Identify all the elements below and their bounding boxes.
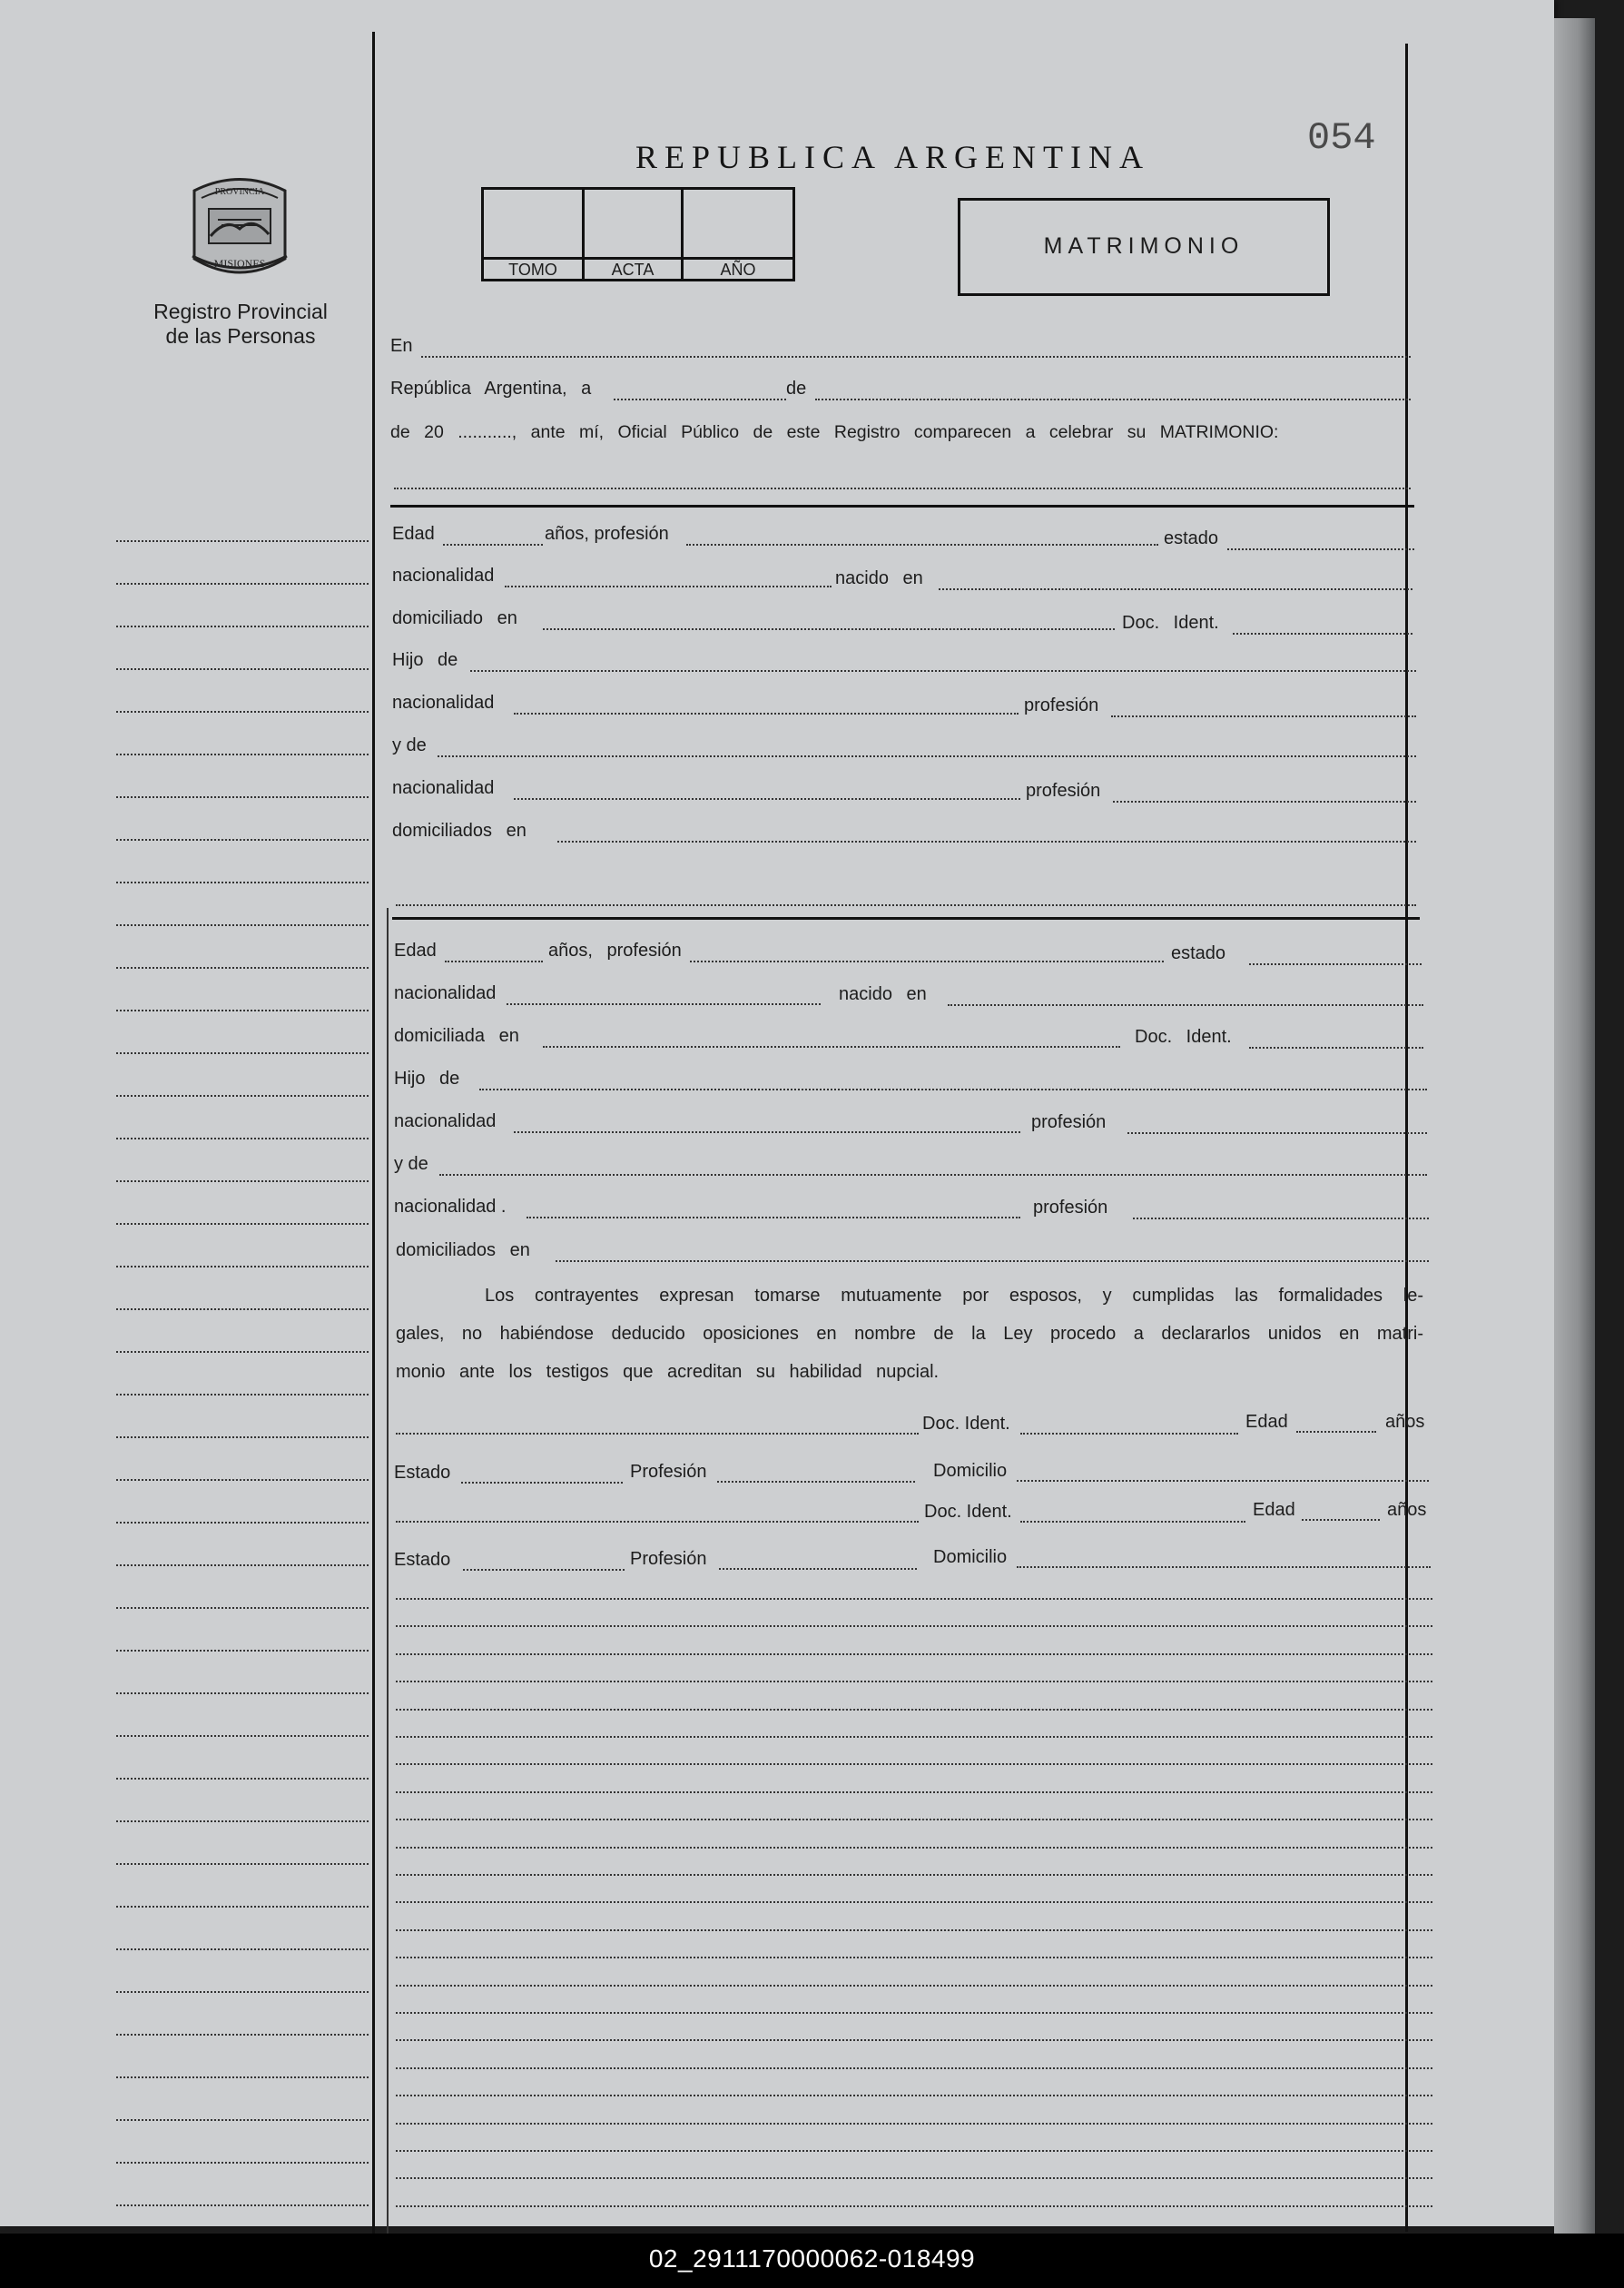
groom-mother-profesion-field[interactable] bbox=[1113, 801, 1416, 803]
groom-edad-field[interactable] bbox=[443, 544, 543, 546]
groom-mother-field[interactable] bbox=[438, 755, 1416, 757]
groom-domicilio-field[interactable] bbox=[543, 628, 1115, 630]
notes-line[interactable] bbox=[396, 1874, 1432, 1876]
bride-mother-profesion-label: profesión bbox=[1033, 1198, 1108, 1218]
bride-estado-field[interactable] bbox=[1249, 963, 1422, 965]
groom-estado-label: estado bbox=[1164, 528, 1219, 548]
bride-y-de-label: y de bbox=[394, 1154, 428, 1174]
margin-note-line[interactable] bbox=[116, 1223, 369, 1225]
tomo-label: TOMO bbox=[508, 261, 557, 279]
groom-father-nacionalidad-label: nacionalidad bbox=[392, 693, 495, 713]
margin-note-line[interactable] bbox=[116, 1479, 369, 1481]
ano-label: AÑO bbox=[720, 261, 756, 279]
margin-note-line[interactable] bbox=[116, 2204, 369, 2206]
notes-line[interactable] bbox=[396, 1653, 1432, 1655]
witness-2-estado-field[interactable] bbox=[463, 1569, 625, 1571]
groom-nacionalidad-field[interactable] bbox=[505, 586, 832, 587]
margin-note-line[interactable] bbox=[116, 839, 369, 841]
groom-parents-address-field[interactable] bbox=[557, 841, 1416, 843]
declaration-line-1: Los contrayentes expresan tomarse mutuamente por esposos, y cumplidas las formalidades le- bbox=[485, 1286, 1423, 1306]
witness-2-domicilio-field[interactable] bbox=[1017, 1566, 1431, 1568]
margin-note-line[interactable] bbox=[116, 2119, 369, 2121]
bride-edad-label: Edad bbox=[394, 941, 437, 961]
bride-edad-field[interactable] bbox=[445, 961, 543, 962]
tomo-acta-ano-box bbox=[481, 187, 795, 281]
groom-domiciliados-label: domiciliados en bbox=[392, 821, 527, 841]
notes-line[interactable] bbox=[396, 1929, 1432, 1931]
notes-line[interactable] bbox=[396, 1819, 1432, 1820]
bride-nacido-field[interactable] bbox=[948, 1004, 1423, 1006]
notes-line[interactable] bbox=[396, 1709, 1432, 1711]
margin-note-line[interactable] bbox=[116, 2162, 369, 2164]
bride-hijo-de-label: Hijo de bbox=[394, 1069, 460, 1089]
groom-anos-profesion-label: años, profesión bbox=[545, 524, 669, 544]
en-label: En bbox=[390, 336, 413, 356]
margin-note-line[interactable] bbox=[116, 967, 369, 969]
bride-father-field[interactable] bbox=[479, 1089, 1427, 1090]
margin-note-line[interactable] bbox=[116, 1692, 369, 1694]
notes-line[interactable] bbox=[396, 1901, 1432, 1903]
notes-line[interactable] bbox=[396, 2123, 1432, 2125]
bride-father-profesion-label: profesión bbox=[1031, 1112, 1107, 1132]
month-field[interactable] bbox=[815, 399, 1411, 400]
notes-line[interactable] bbox=[396, 2067, 1432, 2069]
witness-1-anos-label: años bbox=[1385, 1412, 1425, 1432]
notes-line[interactable] bbox=[396, 2095, 1432, 2096]
margin-note-line[interactable] bbox=[116, 540, 369, 542]
declaration-line-3: monio ante los testigos que acreditan su habilidad nupcial. bbox=[396, 1362, 940, 1382]
witness-2-anos-label: años bbox=[1387, 1500, 1427, 1520]
witness-1-edad-field[interactable] bbox=[1296, 1431, 1376, 1433]
groom-father-field[interactable] bbox=[470, 670, 1416, 672]
record-number: 054 bbox=[1307, 116, 1376, 160]
margin-note-line[interactable] bbox=[116, 1650, 369, 1652]
witness-1-profesion-label: Profesión bbox=[630, 1462, 707, 1482]
bride-anos-profesion-label: años, profesión bbox=[548, 941, 682, 961]
margin-note-line[interactable] bbox=[116, 1052, 369, 1054]
witness-1-estado-field[interactable] bbox=[461, 1482, 623, 1484]
witness-1-doc-label: Doc. Ident. bbox=[922, 1414, 1010, 1434]
margin-note-line[interactable] bbox=[116, 1522, 369, 1524]
witness-1-domicilio-label: Domicilio bbox=[933, 1461, 1008, 1481]
margin-note-line[interactable] bbox=[116, 754, 369, 755]
witness-2-domicilio-label: Domicilio bbox=[933, 1547, 1008, 1567]
groom-nacido-label: nacido en bbox=[835, 568, 923, 588]
scan-caption: 02_2911170000062-018499 bbox=[648, 2244, 976, 2273]
notes-line[interactable] bbox=[396, 1985, 1432, 1987]
issuer-line-2: de las Personas bbox=[165, 324, 316, 348]
bride-mother-nacionalidad-label: nacionalidad . bbox=[394, 1197, 507, 1217]
margin-rule-left bbox=[372, 32, 375, 2234]
notes-line[interactable] bbox=[396, 1957, 1432, 1958]
opening-statement: de 20 ..........., ante mí, Oficial Público de este Registro comparecen a celebrar su MATRIMONIO: bbox=[390, 422, 1279, 442]
margin-note-line[interactable] bbox=[116, 882, 369, 883]
witness-1-domicilio-field[interactable] bbox=[1017, 1480, 1429, 1482]
groom-mother-nacionalidad-field[interactable] bbox=[514, 798, 1020, 800]
bride-estado-label: estado bbox=[1171, 943, 1226, 963]
section-divider-1 bbox=[390, 505, 1414, 508]
margin-note-line[interactable] bbox=[116, 1436, 369, 1438]
issuer-line-1: Registro Provincial bbox=[153, 300, 328, 323]
issuer-name bbox=[136, 300, 345, 349]
bride-mother-profesion-field[interactable] bbox=[1133, 1218, 1429, 1219]
bride-mother-nacionalidad-field[interactable] bbox=[527, 1217, 1020, 1218]
groom-edad-label: Edad bbox=[392, 524, 435, 544]
svg-text:MISIONES: MISIONES bbox=[213, 257, 266, 270]
margin-note-line[interactable] bbox=[116, 1863, 369, 1865]
notes-line[interactable] bbox=[396, 2012, 1432, 2014]
witness-2-edad-field[interactable] bbox=[1302, 1519, 1380, 1521]
margin-note-line[interactable] bbox=[116, 1564, 369, 1566]
document-type-box bbox=[958, 198, 1330, 296]
day-field[interactable] bbox=[614, 399, 786, 400]
notes-line[interactable] bbox=[396, 2039, 1432, 2041]
bride-domiciliados-label: domiciliados en bbox=[396, 1240, 530, 1260]
margin-note-line[interactable] bbox=[116, 2034, 369, 2036]
notes-line[interactable] bbox=[396, 1681, 1432, 1682]
notes-line[interactable] bbox=[396, 1847, 1432, 1849]
de-label: de bbox=[786, 379, 807, 399]
bride-father-nacionalidad-field[interactable] bbox=[514, 1131, 1020, 1133]
margin-note-line[interactable] bbox=[116, 1266, 369, 1267]
witness-1-estado-label: Estado bbox=[394, 1463, 451, 1483]
notes-line[interactable] bbox=[396, 1763, 1432, 1765]
witness-1-name-field[interactable] bbox=[396, 1433, 919, 1435]
notes-line[interactable] bbox=[396, 2150, 1432, 2152]
margin-note-line[interactable] bbox=[116, 924, 369, 926]
bride-father-nacionalidad-label: nacionalidad bbox=[394, 1111, 497, 1131]
document-type: MATRIMONIO bbox=[1043, 233, 1245, 259]
margin-rule-inner bbox=[387, 908, 389, 2234]
bride-nacionalidad-label: nacionalidad bbox=[394, 983, 497, 1003]
page-title: REPUBLICA ARGENTINA bbox=[635, 139, 1151, 175]
witness-2-edad-label: Edad bbox=[1253, 1500, 1295, 1520]
margin-note-line[interactable] bbox=[116, 1735, 369, 1737]
witness-1-profesion-field[interactable] bbox=[717, 1481, 915, 1483]
provincial-seal-icon bbox=[185, 173, 294, 286]
bride-doc-ident-label: Doc. Ident. bbox=[1135, 1027, 1232, 1047]
margin-note-line[interactable] bbox=[116, 1138, 369, 1139]
bride-domiciliada-label: domiciliada en bbox=[394, 1026, 519, 1046]
witness-1-edad-label: Edad bbox=[1245, 1412, 1288, 1432]
margin-note-line[interactable] bbox=[116, 1095, 369, 1097]
notes-line[interactable] bbox=[396, 2177, 1432, 2179]
groom-father-profesion-field[interactable] bbox=[1111, 715, 1416, 717]
witness-2-estado-label: Estado bbox=[394, 1550, 451, 1570]
groom-parents-address-field-2[interactable] bbox=[396, 904, 1416, 906]
margin-note-line[interactable] bbox=[116, 1351, 369, 1353]
svg-text:PROVINCIA: PROVINCIA bbox=[214, 187, 265, 197]
witness-2-doc-label: Doc. Ident. bbox=[924, 1502, 1012, 1522]
groom-hijo-de-label: Hijo de bbox=[392, 650, 458, 670]
en-field[interactable] bbox=[421, 356, 1411, 358]
groom-estado-field[interactable] bbox=[1227, 548, 1414, 550]
margin-note-line[interactable] bbox=[116, 1991, 369, 1993]
declaration-line-2: gales, no habiéndose deducido oposiciones en nombre de la Ley procedo a declararlos unidos en matri- bbox=[396, 1324, 1423, 1344]
margin-note-line[interactable] bbox=[116, 1308, 369, 1310]
margin-note-line[interactable] bbox=[116, 583, 369, 585]
bride-doc-field[interactable] bbox=[1249, 1047, 1423, 1049]
witness-1-doc-field[interactable] bbox=[1020, 1433, 1238, 1435]
bride-mother-field[interactable] bbox=[439, 1174, 1427, 1176]
groom-mother-nacionalidad-label: nacionalidad bbox=[392, 778, 495, 798]
margin-rule-right bbox=[1405, 44, 1408, 2232]
groom-nacionalidad-label: nacionalidad bbox=[392, 566, 495, 586]
groom-y-de-label: y de bbox=[392, 735, 427, 755]
margin-note-line[interactable] bbox=[116, 1394, 369, 1395]
bride-father-profesion-field[interactable] bbox=[1127, 1132, 1427, 1134]
acta-label: ACTA bbox=[611, 261, 655, 279]
groom-father-profesion-label: profesión bbox=[1024, 695, 1099, 715]
opening-field[interactable] bbox=[394, 488, 1411, 489]
groom-mother-profesion-label: profesión bbox=[1026, 781, 1101, 801]
margin-note-line[interactable] bbox=[116, 1820, 369, 1822]
groom-doc-field[interactable] bbox=[1233, 633, 1412, 635]
groom-father-nacionalidad-field[interactable] bbox=[514, 713, 1019, 715]
notes-line[interactable] bbox=[396, 1598, 1432, 1600]
section-divider-2 bbox=[392, 917, 1420, 920]
margin-note-line[interactable] bbox=[116, 1778, 369, 1780]
margin-note-line[interactable] bbox=[116, 1607, 369, 1609]
notes-line[interactable] bbox=[396, 1791, 1432, 1793]
margin-note-line[interactable] bbox=[116, 1906, 369, 1908]
margin-note-line[interactable] bbox=[116, 711, 369, 713]
groom-doc-ident-label: Doc. Ident. bbox=[1122, 613, 1219, 633]
witness-2-profesion-label: Profesión bbox=[630, 1549, 707, 1569]
bride-nacionalidad-field[interactable] bbox=[507, 1003, 821, 1005]
witness-2-profesion-field[interactable] bbox=[719, 1568, 917, 1570]
notes-line[interactable] bbox=[396, 1625, 1432, 1627]
groom-profesion-field[interactable] bbox=[686, 544, 1158, 546]
notes-line[interactable] bbox=[396, 2205, 1432, 2207]
margin-note-line[interactable] bbox=[116, 1180, 369, 1182]
groom-domiciliado-label: domiciliado en bbox=[392, 608, 517, 628]
witness-2-name-field[interactable] bbox=[396, 1521, 919, 1523]
bride-profesion-field[interactable] bbox=[690, 961, 1164, 962]
margin-note-line[interactable] bbox=[116, 2076, 369, 2078]
page-edge bbox=[1554, 18, 1595, 2234]
margin-note-line[interactable] bbox=[116, 668, 369, 670]
republica-label: República Argentina, a bbox=[390, 379, 592, 399]
bride-nacido-label: nacido en bbox=[839, 984, 927, 1004]
margin-note-line[interactable] bbox=[116, 1010, 369, 1011]
margin-note-line[interactable] bbox=[116, 796, 369, 798]
notes-line[interactable] bbox=[396, 1736, 1432, 1738]
margin-note-line[interactable] bbox=[116, 1948, 369, 1950]
margin-note-line[interactable] bbox=[116, 626, 369, 627]
bride-domicilio-field[interactable] bbox=[543, 1046, 1120, 1048]
bride-parents-address-field[interactable] bbox=[556, 1260, 1429, 1262]
groom-nacido-field[interactable] bbox=[939, 588, 1412, 590]
witness-2-doc-field[interactable] bbox=[1020, 1521, 1245, 1523]
